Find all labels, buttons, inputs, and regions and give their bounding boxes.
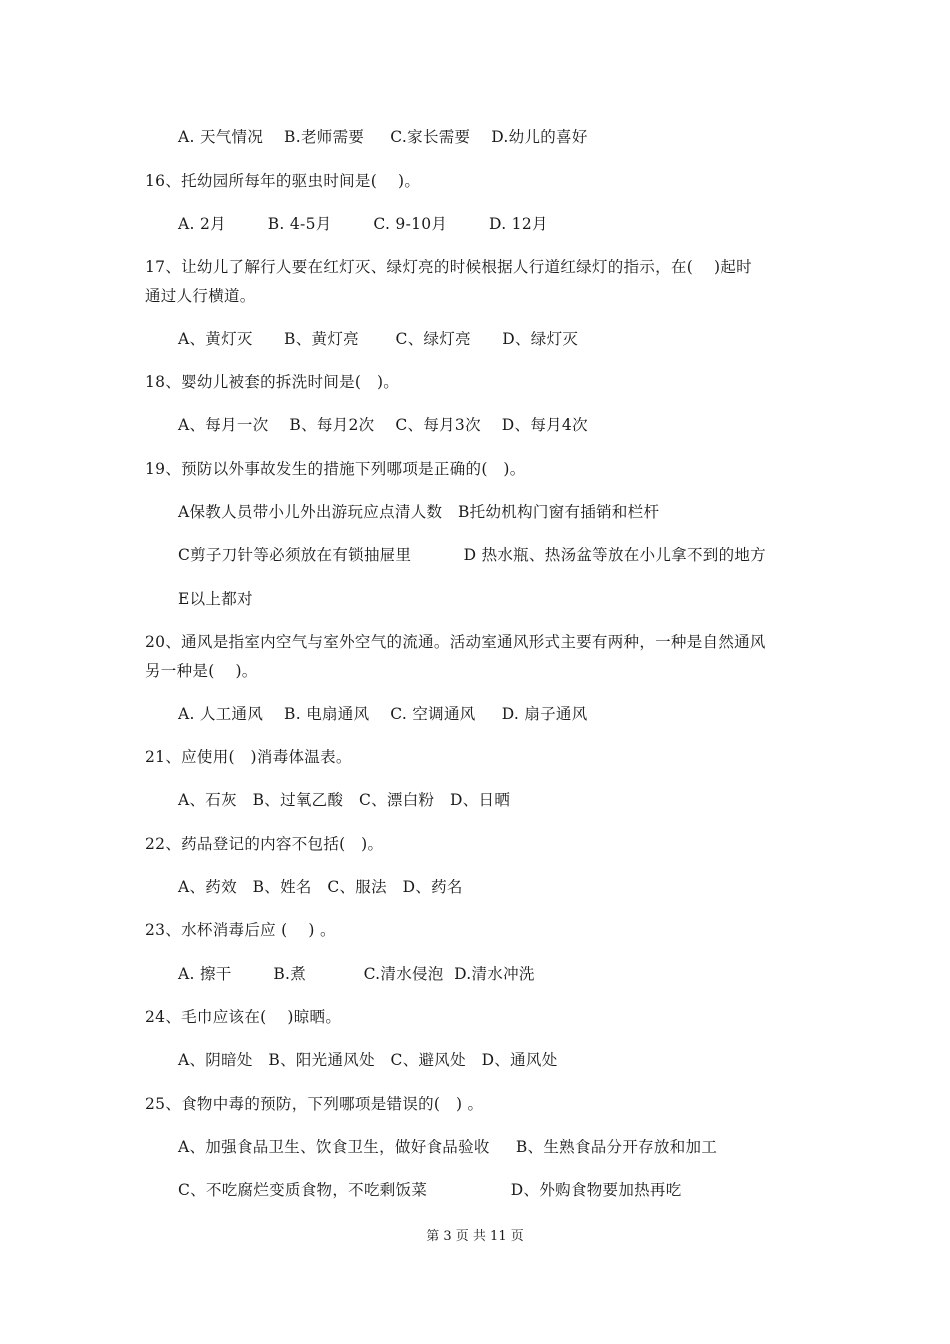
q24-options: A、阴暗处 B、阳光通风处 C、避风处 D、通风处 bbox=[178, 1051, 558, 1069]
q18-stem: 18、婴幼儿被套的拆洗时间是( )。 bbox=[145, 373, 400, 391]
q21-stem: 21、应使用( )消毒体温表。 bbox=[145, 748, 352, 766]
q17-stem-line1: 17、让幼儿了解行人要在红灯灭、绿灯亮的时候根据人行道红绿灯的指示，在( )起时 bbox=[145, 258, 752, 276]
q25-options-ab: A、加强食品卫生、饮食卫生，做好食品验收 B、生熟食品分开存放和加工 bbox=[178, 1138, 718, 1156]
q20-stem-line2: 另一种是( )。 bbox=[145, 662, 258, 680]
q15-options: A. 天气情况 B.老师需要 C.家长需要 D.幼儿的喜好 bbox=[178, 128, 588, 146]
q19-options-cd: C剪子刀针等必须放在有锁抽屉里 D 热水瓶、热汤盆等放在小儿拿不到的地方 bbox=[178, 546, 766, 564]
q21-options: A、石灰 B、过氧乙酸 C、漂白粉 D、日晒 bbox=[178, 791, 511, 809]
q23-stem: 23、水杯消毒后应 ( ) 。 bbox=[145, 921, 336, 939]
q19-stem: 19、预防以外事故发生的措施下列哪项是正确的( )。 bbox=[145, 460, 526, 478]
q17-options: A、黄灯灭 B、黄灯亮 C、绿灯亮 D、绿灯灭 bbox=[178, 330, 579, 348]
q19-options-ab: A保教人员带小儿外出游玩应点清人数 B托幼机构门窗有插销和栏杆 bbox=[178, 503, 660, 521]
q22-options: A、药效 B、姓名 C、服法 D、药名 bbox=[178, 878, 463, 896]
q19-option-e: E以上都对 bbox=[178, 590, 253, 608]
q17-stem-line2: 通过人行横道。 bbox=[145, 287, 256, 305]
q22-stem: 22、药品登记的内容不包括( )。 bbox=[145, 835, 384, 853]
q20-stem-line1: 20、通风是指室内空气与室外空气的流通。活动室通风形式主要有两种，一种是自然通风 bbox=[145, 633, 766, 651]
q16-stem: 16、托幼园所每年的驱虫时间是( )。 bbox=[145, 172, 421, 190]
q20-options: A. 人工通风 B. 电扇通风 C. 空调通风 D. 扇子通风 bbox=[178, 705, 588, 723]
q23-options: A. 擦干 B.煮 C.清水侵泡 D.清水冲洗 bbox=[178, 965, 535, 983]
page-number-footer: 第 3 页 共 11 页 bbox=[426, 1229, 524, 1244]
q24-stem: 24、毛巾应该在( )晾晒。 bbox=[145, 1008, 342, 1026]
q18-options: A、每月一次 B、每月2次 C、每月3次 D、每月4次 bbox=[178, 416, 588, 434]
q16-options: A. 2月 B. 4-5月 C. 9-10月 D. 12月 bbox=[178, 215, 548, 233]
q25-stem: 25、食物中毒的预防，下列哪项是错误的( ) 。 bbox=[145, 1095, 484, 1113]
q25-options-cd: C、不吃腐烂变质食物，不吃剩饭菜 D、外购食物要加热再吃 bbox=[178, 1181, 682, 1199]
